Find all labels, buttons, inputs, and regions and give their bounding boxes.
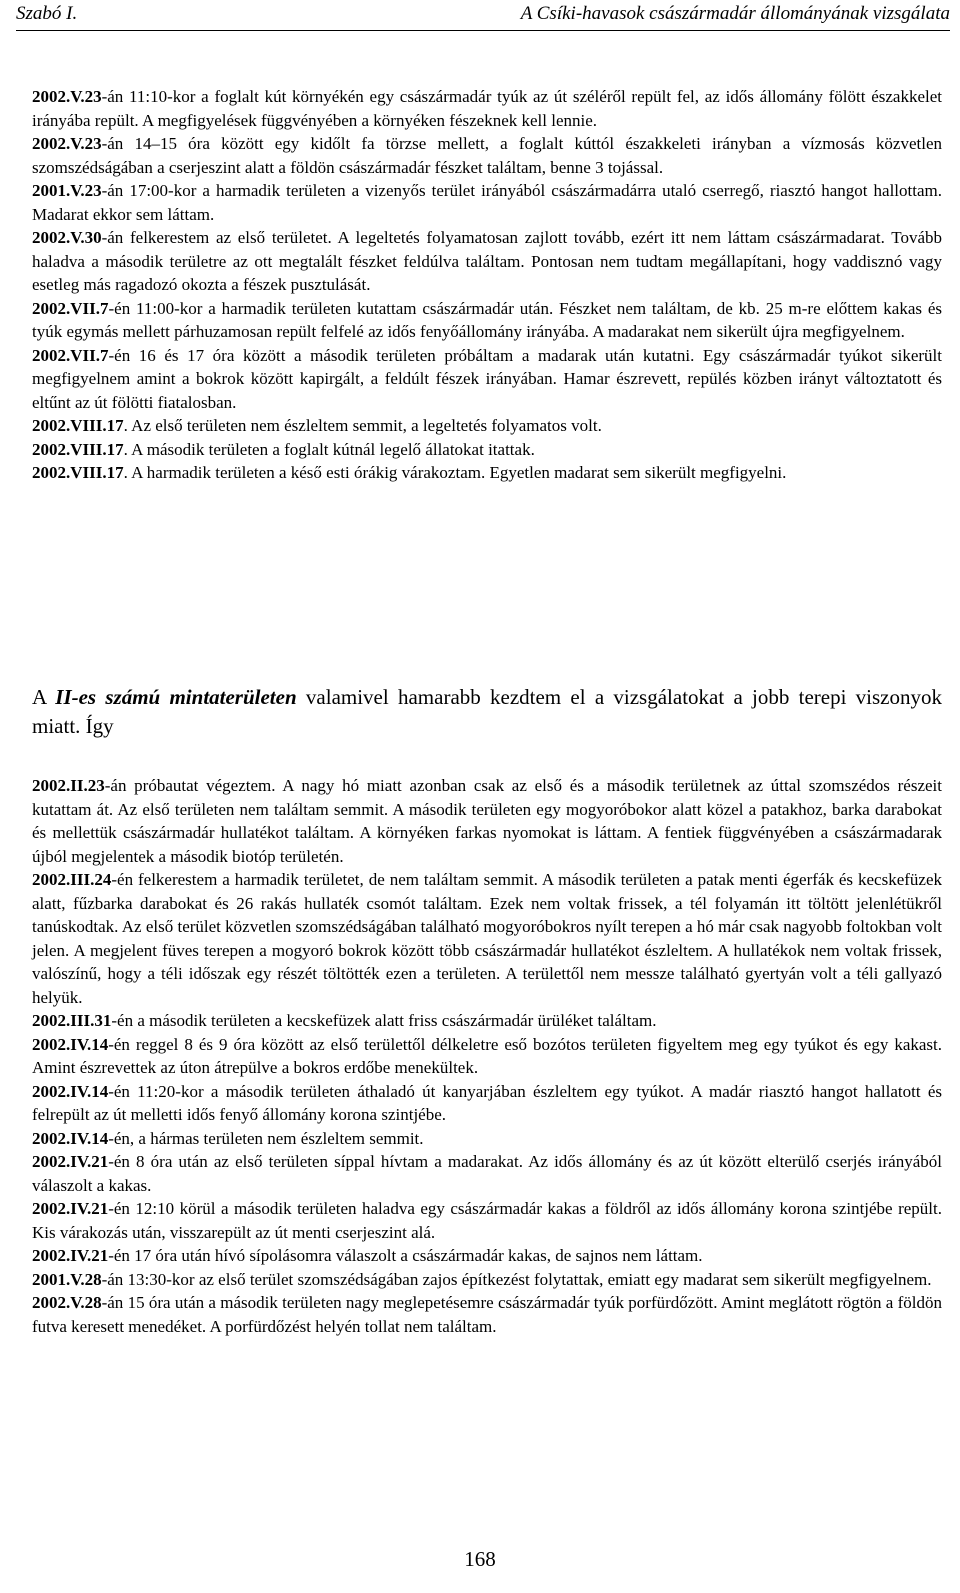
entry	[32, 344, 942, 415]
entry	[32, 179, 942, 226]
entry-text: -én 11:00-kor a harmadik területen kutattam császármadár után. Fészket nem találtam, de kb. 25 m-re előttem kakas és tyúk egymás mellett párhuzamosan repült felfelé az idős fenyőállomány irányába. A madarakat nem sikerült újra megfigyelnem.	[32, 298, 942, 341]
entry-text: -én felkerestem a harmadik területet, de nem találtam semmit. A második területen a patak menti égerfák és kecskefüzek alatt, fűzbarka darabokat és 26 rakás hullaték csomót találtam. Ezek nem voltak frissek, a tél folyamán itt töltött jelenlétükről tanúskodtak. Az első terület közvetlen szomszédságában található mogyoróbokros nyílt terepen a hó már csak nagyobb foltokban volt jelen. A megjelent füves terepen a mogyoró bokrok között több császármadár hullatékot észleltem. A hullatékok nem voltak frissek, valószínű, hogy a téli időszak egy részét töltötték ezen a területen. A területtől nem messze található gyertyán volt a téli gallyazó helyük.	[32, 870, 942, 1007]
entry-text: . Az első területen nem észleltem semmit, a legeltetés folyamatos volt.	[123, 416, 602, 435]
intro-paragraph: A II-es számú mintaterületen valamivel hamarabb kezdtem el a vizsgálatokat a jobb terepi viszonyok miatt. Így	[32, 685, 942, 738]
entry-date: 2002.IV.14	[32, 1034, 109, 1054]
entry	[32, 297, 942, 344]
entry	[32, 774, 942, 868]
entry-date: 2002.II.23	[32, 776, 105, 795]
entry-date: 2002.V.23	[32, 87, 102, 106]
entry	[32, 868, 942, 1009]
entry-date: 2002.V.28	[32, 1293, 102, 1312]
page-number: 168	[464, 1547, 496, 1571]
entry-text: -án próbautat végeztem. A nagy hó miatt azonban csak az első és a második területnek az úttal szomszédos részeit kutattam át. Az első területen nem találtam semmit. A második területen egy mogyoróbokor alatt közel a patakhoz, barka darabokat és mellettük császármadár hullatékot találtam. A környéken farkas nyomokat is láttam. A fentiek függvényében a császármadarak újból megjelentek a második biotóp területén.	[32, 776, 942, 866]
entry-text: -én reggel 8 és 9 óra között az első területtől délkeletre eső bozótos területen figyeltem meg egy tyúkot és egy kakast. Amint észrevettek az úton átrepülve a bokros erdőbe menekültek.	[32, 1034, 942, 1077]
entry-text: -én 11:20-kor a második területen áthaladó út kanyarjában észleltem egy tyúkot. A madár riasztó hangot hallatott és felrepült az út melletti idős fenyő állomány korona szintjébe.	[32, 1081, 942, 1124]
entry-date: 2002.III.24	[32, 870, 112, 889]
entry-date: 2002.IV.21	[32, 1199, 109, 1218]
entry-date: 2002.IV.14	[32, 1081, 109, 1101]
site-name-emphasis: II-es számú mintaterületen	[55, 685, 297, 709]
entry	[32, 1080, 942, 1127]
entry-date: 2002.IV.21	[32, 1246, 109, 1265]
entry-text: -én a második területen a kecskefüzek alatt friss császármadár ürüléket találtam.	[111, 1011, 657, 1030]
entry-text: -én 17 óra után hívó sípolásomra válaszolt a császármadár kakas, de sajnos nem láttam.	[108, 1246, 703, 1265]
entry	[32, 1127, 942, 1151]
observation-log-site-1	[32, 85, 942, 485]
entry-date: 2002.V.30	[32, 228, 102, 247]
entry-date: 2002.VII.7	[32, 298, 109, 318]
entry-date: 2002.VIII.17	[32, 416, 124, 435]
entry-text: -án 11:10-kor a foglalt kút környékén egy császármadár tyúk az út széléről repült fel, az idős állomány fölött északkelet irányába repült. A megfigyelések függvényében a környéken fészeknek kell lennie.	[32, 87, 942, 130]
entry-text: -én 8 óra után az első területen síppal hívtam a madarakat. Az idős állomány és az út között elterülő cserjés irányából válaszolt a kakas.	[32, 1152, 942, 1195]
entry	[32, 1033, 942, 1080]
entry	[32, 226, 942, 297]
entry-text: -én 16 és 17 óra között a második területen próbáltam a madarak után kutatni. Egy császármadár tyúkot sikerült megfigyelnem amint a bokrok között kapirgált, a feldúlt fészek irányában. Hamar észrevett, repülés közben irányt változtatott és eltűnt az út fölötti fiatalosban.	[32, 345, 942, 412]
section-intro	[32, 683, 942, 741]
entry	[32, 1268, 942, 1292]
header-rule	[16, 30, 950, 31]
entry-date: 2001.V.23	[32, 181, 102, 200]
running-header-title: A Csíki-havasok császármadár állományának vizsgálata	[520, 3, 950, 24]
entry	[32, 85, 942, 132]
entry	[32, 1244, 942, 1268]
entry-text: . A második területen a foglalt kútnál legelő állatokat itattak.	[123, 439, 535, 459]
entry-text: -án 15 óra után a második területen nagy meglepetésemre császármadár tyúk porfürdőzött. Amint meglátott rögtön a földön futva keresett menedéket. A porfürdőzést helyén tollat nem találtam.	[32, 1293, 942, 1336]
entry	[32, 414, 942, 438]
entry-date: 2002.VIII.17	[32, 463, 124, 482]
entry-text: -án 14–15 óra között egy kidőlt fa törzse mellett, a foglalt kúttól északkeleti irányban a vízmosás közvetlen szomszédságában a cserjeszint alatt a földön császármadár fészket találtam, benne 3 tojással.	[32, 134, 942, 177]
entry-date: 2002.V.23	[32, 134, 102, 153]
entry-text: -én, a hármas területen nem észleltem semmit.	[108, 1128, 424, 1148]
entry-date: 2002.VII.7	[32, 345, 109, 365]
entry	[32, 438, 942, 462]
entry-date: 2001.V.28	[32, 1269, 102, 1289]
entry	[32, 1291, 942, 1338]
entry	[32, 1197, 942, 1244]
entry	[32, 1009, 942, 1033]
observation-log-site-2	[32, 774, 942, 1338]
entry-date: 2002.III.31	[32, 1011, 112, 1030]
entry-date: 2002.VIII.17	[32, 439, 124, 459]
entry-text: -án 13:30-kor az első terület szomszédságában zajos építkezést folytattak, emiatt egy madarat sem sikerült megfigyelnem.	[101, 1269, 932, 1289]
entry	[32, 132, 942, 179]
entry	[32, 1150, 942, 1197]
entry	[32, 461, 942, 485]
entry-text: . A harmadik területen a késő esti órákig várakoztam. Egyetlen madarat sem sikerült megfigyelni.	[123, 463, 787, 482]
entry-date: 2002.IV.21	[32, 1152, 109, 1171]
running-header-author: Szabó I.	[16, 3, 78, 24]
entry-text: -én 12:10 körül a második területen haladva egy császármadár kakas a földről az idős állomány korona szintjébe repült. Kis várakozás után, visszarepült az út menti cserjeszint alá.	[32, 1199, 942, 1242]
entry-date: 2002.IV.14	[32, 1128, 109, 1148]
entry-text: -án 17:00-kor a harmadik területen a vizenyős terület irányából császármadárra utaló cserregő, riasztó hangot hallottam. Madarat ekkor sem láttam.	[32, 181, 942, 224]
entry-text: -án felkerestem az első területet. A legeltetés folyamatosan zajlott tovább, ezért itt nem láttam császármadarat. Tovább haladva a második területre az ott megtalált fészket feldúlva találtam. Pontosan nem tudtam megállapítani, hogy vaddisznó vagy esetleg más ragadozó okozta a fészek pusztulását.	[32, 228, 942, 294]
